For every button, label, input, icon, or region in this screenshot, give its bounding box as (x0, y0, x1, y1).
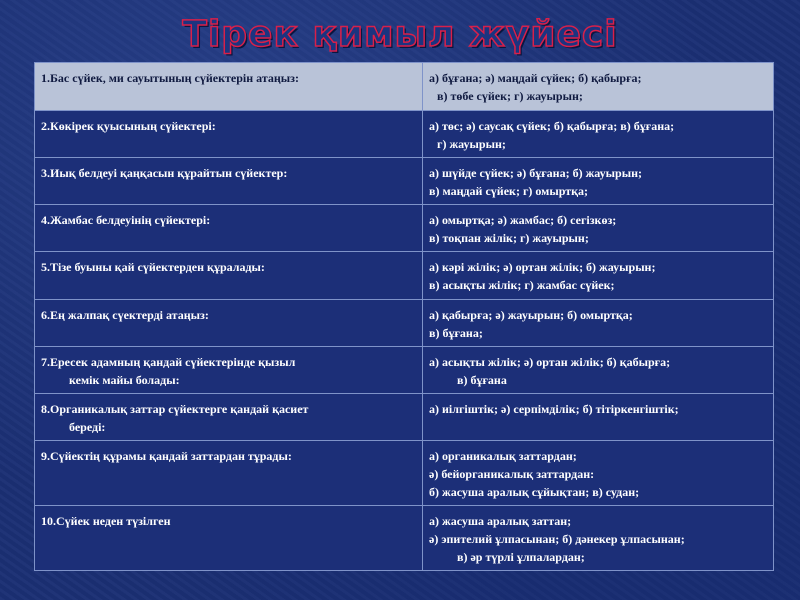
answer-cell (423, 111, 774, 158)
question-text: 7.Ересек адамның қандай сүйектерінде қызыл (41, 355, 296, 369)
answer-text: а) асықты жілік; ә) ортан жілік; б) қабырға; (429, 355, 671, 369)
question-text: береді: (69, 420, 106, 434)
table-row (35, 205, 774, 252)
answer-text: а) органикалық заттардан; (429, 449, 577, 463)
table-row (35, 158, 774, 205)
answer-text: б) жасуша аралық сұйықтан; в) судан; (429, 485, 640, 499)
answer-cell (423, 441, 774, 506)
question-text: 6.Ең жалпақ сүектерді атаңыз: (41, 308, 209, 322)
question-text: кемік майы болады: (69, 373, 180, 387)
answer-text: а) иілгіштік; ә) серпімділік; б) тітіркенгіштік; (429, 402, 679, 416)
table-row (35, 394, 774, 441)
question-cell (35, 158, 423, 205)
question-cell (35, 111, 423, 158)
table-row (35, 63, 774, 111)
question-cell (35, 394, 423, 441)
answer-text: а) омыртқа; ә) жамбас; б) сегізкөз; (429, 213, 617, 227)
question-text: 2.Көкірек қуысының сүйектері: (41, 119, 216, 133)
answer-text: в) бұғана (457, 373, 507, 387)
answer-cell (423, 205, 774, 252)
quiz-table (34, 62, 774, 571)
question-text: 8.Органикалық заттар сүйектерге қандай қасиет (41, 402, 309, 416)
question-cell (35, 252, 423, 300)
answer-text: а) жасуша аралық заттан; (429, 514, 572, 528)
answer-text: а) бұғана; ә) маңдай сүйек; б) қабырға; (429, 71, 642, 85)
answer-cell (423, 158, 774, 205)
answer-text: в) әр түрлі ұлпалардан; (457, 550, 585, 564)
question-cell (35, 347, 423, 394)
question-cell (35, 441, 423, 506)
answer-cell (423, 300, 774, 347)
answer-cell (423, 394, 774, 441)
answer-text: в) тоқпан жілік; г) жауырын; (429, 231, 589, 245)
answer-text: а) кәрі жілік; ә) ортан жілік; б) жауырын; (429, 260, 656, 274)
answer-text: а) шүйде сүйек; ә) бұғана; б) жауырын; (429, 166, 643, 180)
answer-text: ә) бейорганикалық заттардан: (429, 467, 595, 481)
question-text: 1.Бас сүйек, ми сауытының сүйектерін атаңыз: (41, 71, 299, 85)
table-row (35, 252, 774, 300)
question-cell (35, 63, 423, 111)
answer-text: в) төбе сүйек; г) жауырын; (437, 89, 583, 103)
answer-cell (423, 252, 774, 300)
answer-text: а) қабырға; ә) жауырын; б) омыртқа; (429, 308, 633, 322)
table-row (35, 111, 774, 158)
answer-cell (423, 63, 774, 111)
question-cell (35, 506, 423, 571)
answer-text: а) төс; ә) саусақ сүйек; б) қабырға; в) бұғана; (429, 119, 675, 133)
question-text: 5.Тізе буыны қай сүйектерден құралады: (41, 260, 265, 274)
answer-text: в) асықты жілік; г) жамбас сүйек; (429, 278, 615, 292)
question-text: 3.Иық белдеуі қаңқасын құрайтын сүйектер: (41, 166, 288, 180)
answer-text: ә) эпителий ұлпасынан; б) дәнекер ұлпасынан; (429, 532, 685, 546)
answer-text: в) бұғана; (429, 326, 483, 340)
answer-text: в) маңдай сүйек; г) омыртқа; (429, 184, 589, 198)
slide-title: Тірек қимыл жүйесі (182, 14, 618, 55)
answer-cell (423, 506, 774, 571)
question-cell (35, 205, 423, 252)
table-row (35, 506, 774, 571)
table-row (35, 347, 774, 394)
question-text: 9.Сүйектің құрамы қандай заттардан тұрады: (41, 449, 292, 463)
question-text: 10.Сүйек неден түзілген (41, 514, 171, 528)
question-cell (35, 300, 423, 347)
answer-text: г) жауырын; (437, 137, 506, 151)
answer-cell (423, 347, 774, 394)
table-row (35, 300, 774, 347)
table-row (35, 441, 774, 506)
question-text: 4.Жамбас белдеуінің сүйектері: (41, 213, 211, 227)
